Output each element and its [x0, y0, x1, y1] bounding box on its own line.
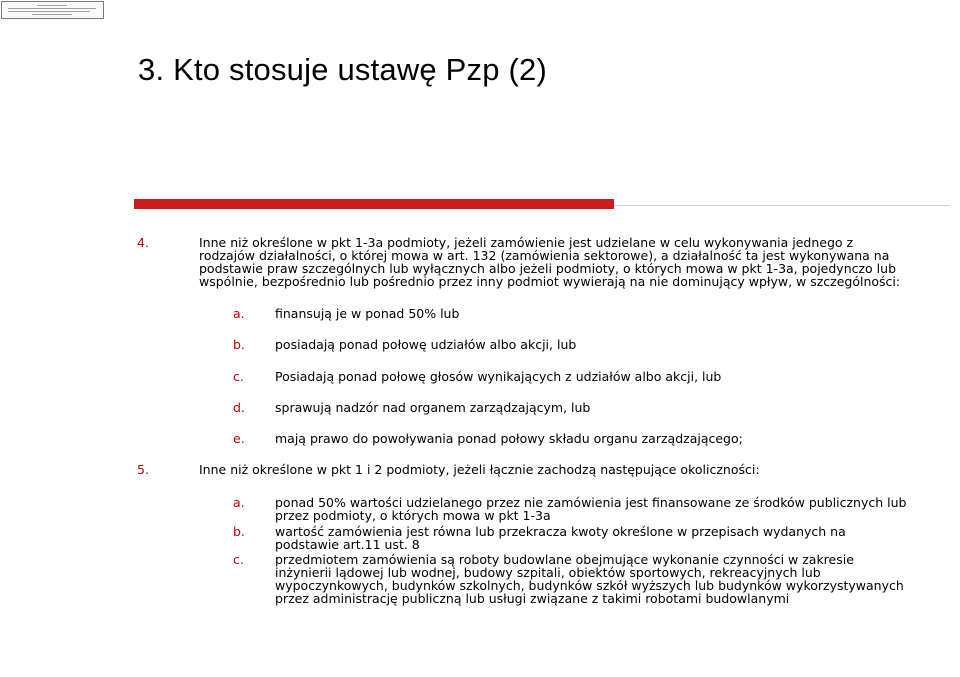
sub-letter: b. [233, 524, 245, 539]
list-number: 4. [137, 235, 149, 250]
sub-text: posiadają ponad połowę udziałów albo akcji, lub [275, 337, 577, 352]
sub-letter: c. [233, 369, 244, 384]
sub-text: Posiadają ponad połowę głosów wynikających z udziałów albo akcji, lub [275, 369, 722, 384]
sub-text: wartość zamówienia jest równa lub przekracza kwoty określone w przepisach wydanych na podstawie art.11 ust. 8 [275, 524, 846, 552]
sub-letter: b. [233, 337, 245, 352]
sub-letter: a. [233, 495, 245, 510]
sub-text: ponad 50% wartości udzielanego przez nie zamówienia jest finansowane ze środków publicznych lub przez podmioty, o których mowa w pkt 1-3a [275, 495, 907, 523]
sub-letter: c. [233, 552, 244, 567]
thumbnail-badge [1, 1, 104, 19]
page-title: 3. Kto stosuje ustawę Pzp (2) [138, 52, 547, 87]
sub-letter: d. [233, 400, 245, 415]
title-divider-line [614, 205, 950, 206]
sub-text: sprawują nadzór nad organem zarządzającym, lub [275, 400, 591, 415]
sub-letter: e. [233, 431, 245, 446]
sub-text: mają prawo do powoływania ponad połowy składu organu zarządzającego; [275, 431, 743, 446]
list-number: 5. [137, 462, 149, 477]
sub-text: finansują je w ponad 50% lub [275, 306, 460, 321]
sub-letter: a. [233, 306, 245, 321]
list-text: Inne niż określone w pkt 1-3a podmioty, jeżeli zamówienie jest udzielane w celu wykonywania jednego z rodzajów działalności, o której mowa w art. 132 (zamówienia sektorowe), a działalność ta jest wykonywana na podstawie praw szczególnych lub wyłącznych albo jeżeli podmioty, o których mowa w pkt 1-3a, pojedynczo lub wspólnie, bezpośrednio lub pośrednio przez inny podmiot wywierają na nie dominujący wpływ, w szczególności: [199, 235, 901, 289]
sub-text: przedmiotem zamówienia są roboty budowlane obejmujące wykonanie czynności w zakresie inżynierii lądowej lub wodnej, budowy szpitali, obiektów sportowych, rekreacyjnych lub wypoczynkowych, budynków szkolnych, budynków szkół wyższych lub budynków wykorzystywanych przez administrację publiczną lub usługi związane z takimi robotami budowlanymi [275, 552, 904, 606]
title-divider-bar [134, 199, 614, 209]
list-text: Inne niż określone w pkt 1 i 2 podmioty, jeżeli łącznie zachodzą następujące okoliczności: [199, 462, 760, 477]
